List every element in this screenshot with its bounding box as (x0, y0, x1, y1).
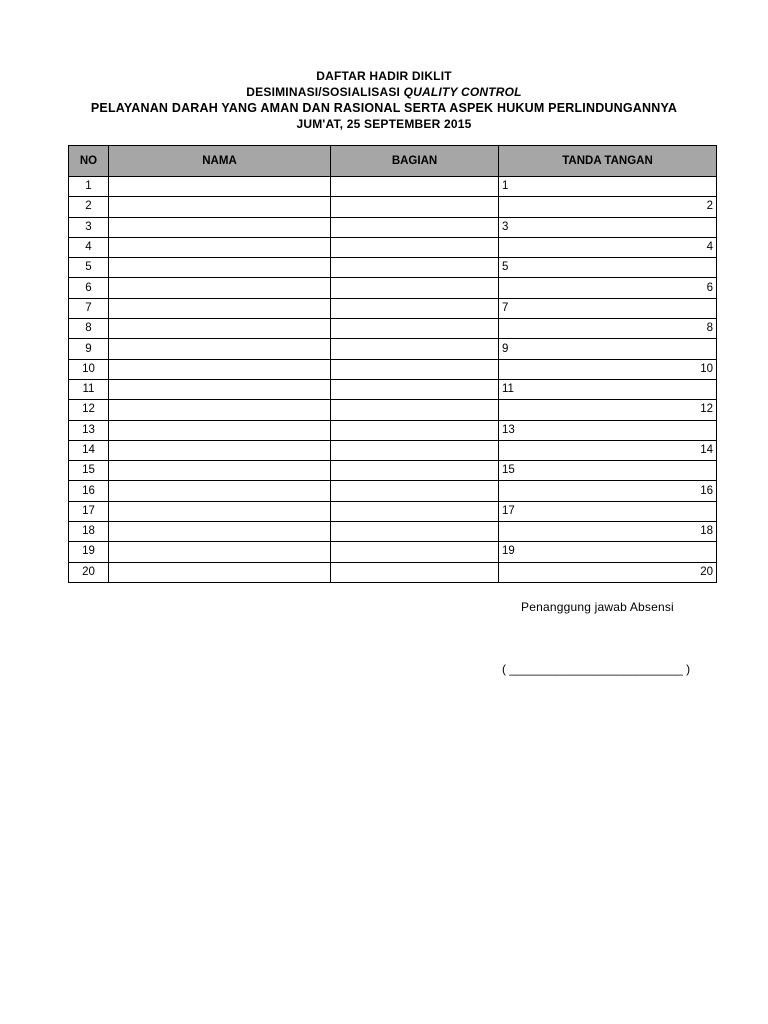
name-cell[interactable] (109, 542, 331, 562)
name-cell[interactable] (109, 319, 331, 339)
row-number: 17 (69, 501, 109, 521)
name-cell[interactable] (109, 400, 331, 420)
table-row (69, 461, 717, 481)
row-number: 6 (69, 278, 109, 298)
table-row (69, 501, 717, 521)
table-row (69, 562, 717, 582)
table-row (69, 278, 717, 298)
signature-line: ( __________________________ ) (502, 662, 691, 676)
document-subtitle (0, 84, 768, 100)
table-row (69, 379, 717, 399)
signature-cell[interactable]: 18 (499, 522, 717, 542)
signature-cell[interactable]: 3 (499, 217, 717, 237)
signature-cell[interactable]: 17 (499, 501, 717, 521)
signature-cell[interactable]: 14 (499, 440, 717, 460)
signature-cell[interactable]: 10 (499, 359, 717, 379)
department-cell[interactable] (331, 562, 499, 582)
signature-cell[interactable]: 1 (499, 177, 717, 197)
column-header-nama: NAMA (109, 146, 331, 177)
name-cell[interactable] (109, 420, 331, 440)
department-cell[interactable] (331, 440, 499, 460)
row-number: 4 (69, 237, 109, 257)
signature-cell[interactable]: 19 (499, 542, 717, 562)
signature-cell[interactable]: 9 (499, 339, 717, 359)
subtitle-italic: QUALITY CONTROL (403, 85, 522, 99)
table-row (69, 258, 717, 278)
department-cell[interactable] (331, 481, 499, 501)
department-cell[interactable] (331, 400, 499, 420)
row-number: 2 (69, 197, 109, 217)
row-number: 13 (69, 420, 109, 440)
row-number: 8 (69, 319, 109, 339)
department-cell[interactable] (331, 278, 499, 298)
table-row (69, 197, 717, 217)
row-number: 11 (69, 379, 109, 399)
signature-cell[interactable]: 12 (499, 400, 717, 420)
name-cell[interactable] (109, 217, 331, 237)
department-cell[interactable] (331, 359, 499, 379)
signature-cell[interactable]: 20 (499, 562, 717, 582)
table-row (69, 400, 717, 420)
column-header-tanda-tangan: TANDA TANGAN (499, 146, 717, 177)
table-header-row (69, 146, 717, 177)
signature-cell[interactable]: 11 (499, 379, 717, 399)
name-cell[interactable] (109, 177, 331, 197)
row-number: 14 (69, 440, 109, 460)
name-cell[interactable] (109, 562, 331, 582)
name-cell[interactable] (109, 359, 331, 379)
row-number: 9 (69, 339, 109, 359)
table-row (69, 542, 717, 562)
table-row (69, 481, 717, 501)
name-cell[interactable] (109, 440, 331, 460)
row-number: 20 (69, 562, 109, 582)
name-cell[interactable] (109, 501, 331, 521)
department-cell[interactable] (331, 420, 499, 440)
table-row (69, 319, 717, 339)
name-cell[interactable] (109, 379, 331, 399)
attendance-table (68, 145, 717, 583)
event-topic: PELAYANAN DARAH YANG AMAN DAN RASIONAL SERTA ASPEK HUKUM PERLINDUNGANNYA (90, 101, 678, 115)
department-cell[interactable] (331, 339, 499, 359)
table-row (69, 420, 717, 440)
row-number: 12 (69, 400, 109, 420)
department-cell[interactable] (331, 258, 499, 278)
signature-cell[interactable]: 2 (499, 197, 717, 217)
department-cell[interactable] (331, 237, 499, 257)
table-row (69, 237, 717, 257)
department-cell[interactable] (331, 461, 499, 481)
document-header (0, 68, 768, 132)
row-number: 3 (69, 217, 109, 237)
event-date: JUM'AT, 25 SEPTEMBER 2015 (296, 117, 472, 131)
name-cell[interactable] (109, 522, 331, 542)
subtitle-prefix: DESIMINASI/SOSIALISASI (246, 85, 404, 99)
table-row (69, 440, 717, 460)
name-cell[interactable] (109, 258, 331, 278)
name-cell[interactable] (109, 278, 331, 298)
row-number: 10 (69, 359, 109, 379)
table-row (69, 298, 717, 318)
name-cell[interactable] (109, 237, 331, 257)
document-title: DAFTAR HADIR DIKLIT (316, 69, 452, 83)
department-cell[interactable] (331, 379, 499, 399)
row-number: 5 (69, 258, 109, 278)
name-cell[interactable] (109, 481, 331, 501)
column-header-bagian: BAGIAN (331, 146, 499, 177)
signature-cell[interactable]: 16 (499, 481, 717, 501)
name-cell[interactable] (109, 197, 331, 217)
department-cell[interactable] (331, 522, 499, 542)
row-number: 18 (69, 522, 109, 542)
signature-cell[interactable]: 7 (499, 298, 717, 318)
signature-cell[interactable]: 8 (499, 319, 717, 339)
signature-cell[interactable]: 5 (499, 258, 717, 278)
signature-cell[interactable]: 4 (499, 237, 717, 257)
department-cell[interactable] (331, 197, 499, 217)
table-row (69, 359, 717, 379)
signature-cell[interactable]: 13 (499, 420, 717, 440)
table-row (69, 217, 717, 237)
column-header-no: NO (69, 146, 109, 177)
department-cell[interactable] (331, 298, 499, 318)
name-cell[interactable] (109, 298, 331, 318)
signature-cell[interactable]: 6 (499, 278, 717, 298)
row-number: 15 (69, 461, 109, 481)
department-cell[interactable] (331, 501, 499, 521)
department-cell[interactable] (331, 319, 499, 339)
row-number: 19 (69, 542, 109, 562)
name-cell[interactable] (109, 339, 331, 359)
name-cell[interactable] (109, 461, 331, 481)
table-row (69, 522, 717, 542)
responsible-label: Penanggung jawab Absensi (521, 600, 674, 614)
table-row (69, 177, 717, 197)
table-row (69, 339, 717, 359)
row-number: 1 (69, 177, 109, 197)
row-number: 16 (69, 481, 109, 501)
department-cell[interactable] (331, 217, 499, 237)
signature-cell[interactable]: 15 (499, 461, 717, 481)
table-body (69, 177, 717, 583)
department-cell[interactable] (331, 177, 499, 197)
row-number: 7 (69, 298, 109, 318)
department-cell[interactable] (331, 542, 499, 562)
